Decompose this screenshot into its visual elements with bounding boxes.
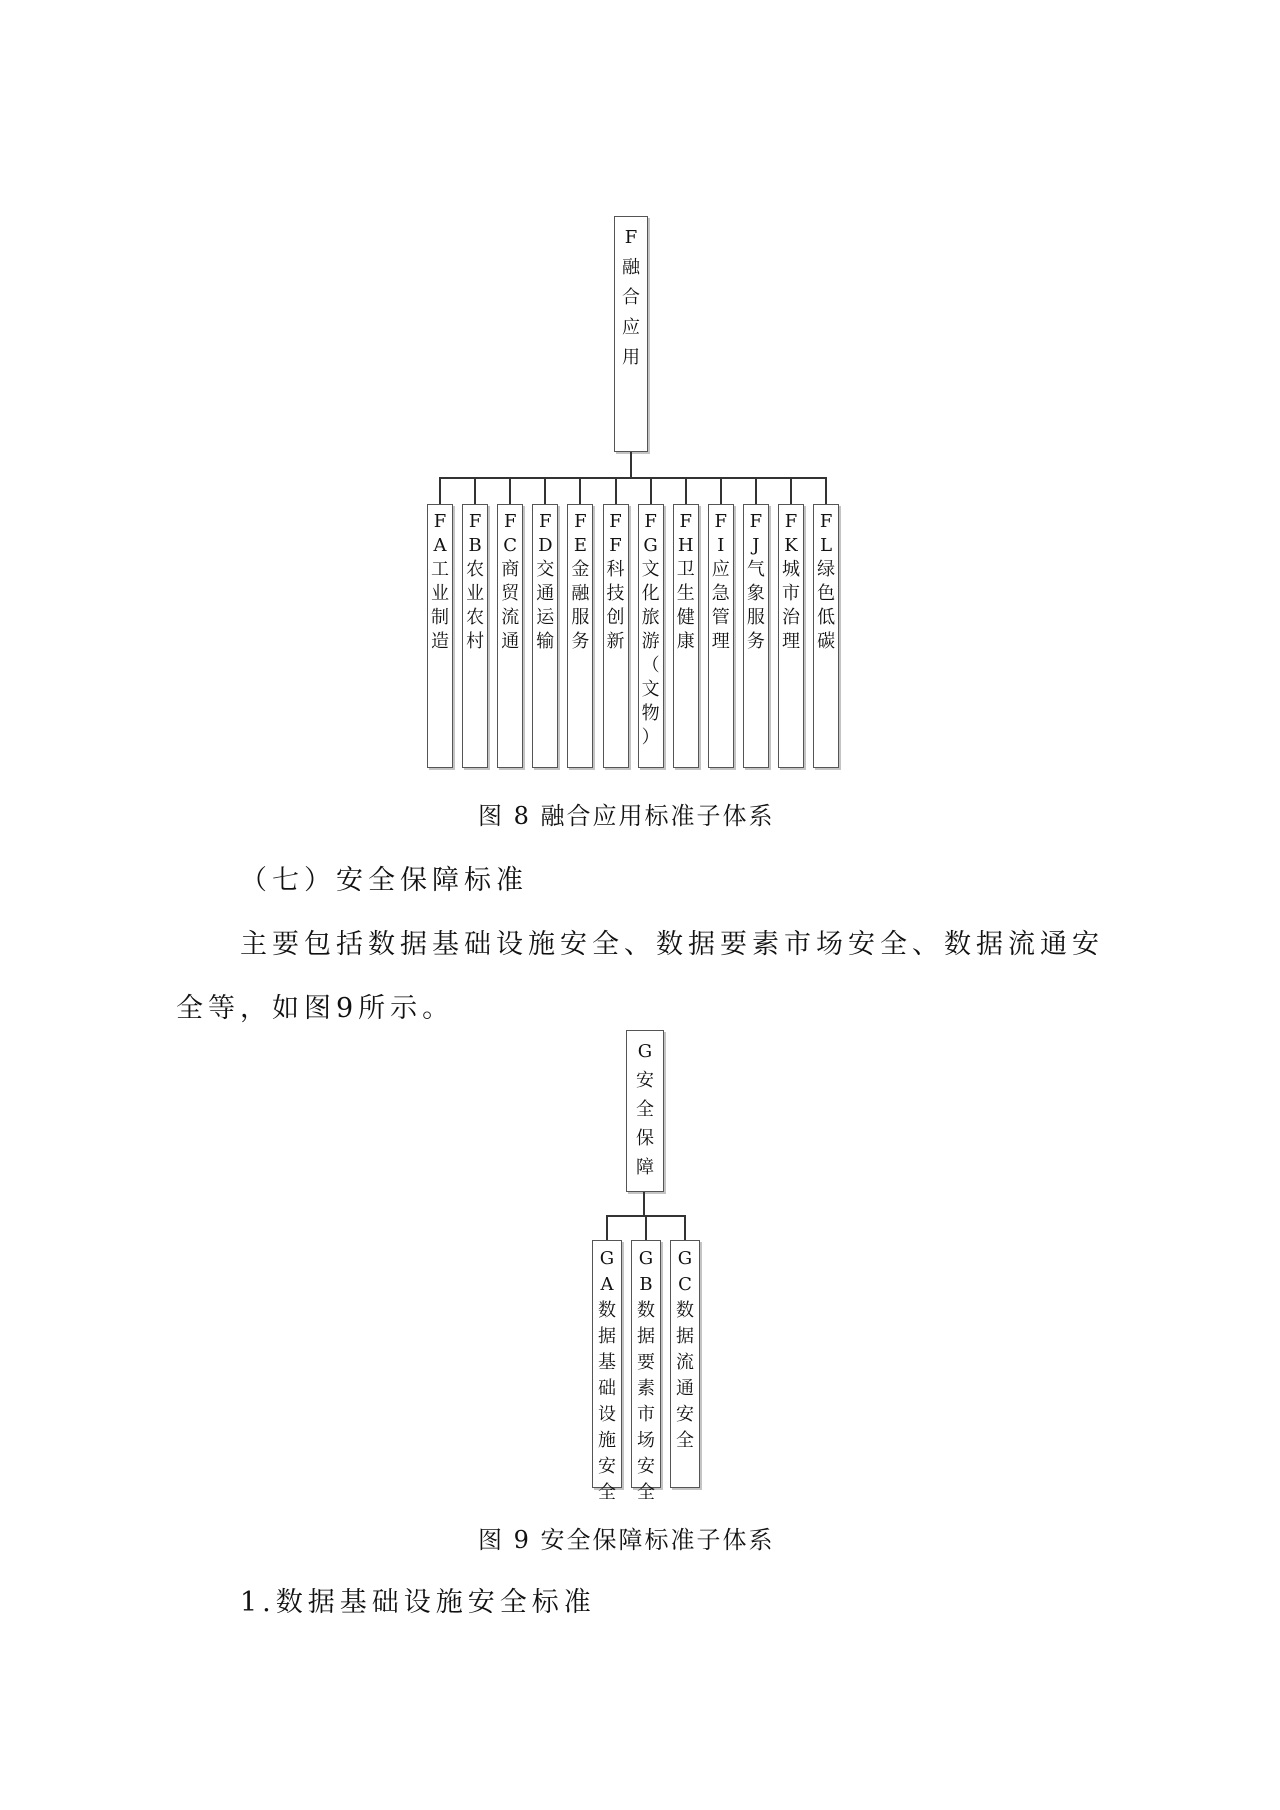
vertical-char: 创 xyxy=(606,607,625,628)
fig8-child-label xyxy=(568,510,592,654)
vertical-char: 交 xyxy=(536,559,555,580)
vertical-char: F xyxy=(503,511,517,532)
vertical-char: 础 xyxy=(598,1378,616,1399)
vertical-char: C xyxy=(678,1274,692,1295)
vertical-char: J xyxy=(752,535,760,556)
vertical-char: 安 xyxy=(636,1070,654,1091)
vertical-char: F xyxy=(574,511,587,532)
fig8-child-label xyxy=(498,510,522,654)
vertical-char: 商 xyxy=(501,559,520,580)
vertical-char: 服 xyxy=(746,607,765,628)
vertical-char: 工 xyxy=(431,559,449,580)
vertical-char: F xyxy=(644,511,657,532)
vertical-char: 通 xyxy=(676,1378,694,1399)
fig9-root-connector xyxy=(643,1192,645,1216)
fig8-child-box xyxy=(813,504,839,768)
fig9-child-connector xyxy=(684,1215,686,1240)
fig8-child-connector xyxy=(615,477,617,504)
fig8-child-connector xyxy=(685,477,687,504)
vertical-char: F xyxy=(714,511,728,532)
vertical-char: 通 xyxy=(536,583,555,604)
vertical-char: 全 xyxy=(598,1482,616,1503)
vertical-char: F xyxy=(749,511,763,532)
vertical-char: 融 xyxy=(571,583,590,604)
fig8-child-label xyxy=(814,510,838,654)
vertical-char: 农 xyxy=(466,607,485,628)
fig9-child-box xyxy=(592,1240,622,1503)
fig8-child-connector xyxy=(720,477,722,504)
fig9-child-box xyxy=(631,1240,661,1503)
vertical-char: 保 xyxy=(636,1128,654,1149)
vertical-char: ） xyxy=(641,727,660,748)
vertical-char: 通 xyxy=(501,631,520,652)
fig9-root-label xyxy=(627,1037,663,1182)
vertical-char: 场 xyxy=(637,1430,655,1451)
vertical-char: L xyxy=(820,535,833,556)
fig8-child-box xyxy=(638,504,664,768)
fig8-child-label xyxy=(533,510,557,654)
fig8-child-label xyxy=(639,510,663,750)
fig8-child-label xyxy=(463,510,487,654)
fig8-child-box xyxy=(497,504,523,768)
fig8-root-connector xyxy=(630,452,632,478)
section-heading: （七）安全保障标准 xyxy=(240,865,528,896)
vertical-char: 碳 xyxy=(817,631,836,652)
fig8-child-box xyxy=(708,504,734,768)
vertical-char: F xyxy=(624,227,638,248)
vertical-char: 理 xyxy=(711,631,730,652)
vertical-char: 基 xyxy=(598,1352,616,1373)
vertical-char: 用 xyxy=(622,347,640,368)
vertical-char: 游 xyxy=(641,631,660,652)
vertical-char: 运 xyxy=(536,607,555,628)
vertical-char: 绿 xyxy=(817,559,836,580)
figure9-caption: 图 9 安全保障标准子体系 xyxy=(478,1526,775,1554)
vertical-char: F xyxy=(539,511,552,532)
fig9-child-connector xyxy=(606,1215,608,1240)
fig8-child-connector xyxy=(650,477,652,504)
vertical-char: 文 xyxy=(641,559,660,580)
vertical-char: 旅 xyxy=(641,607,660,628)
vertical-char: 合 xyxy=(622,287,640,308)
vertical-char: F xyxy=(819,511,833,532)
vertical-char: 管 xyxy=(711,607,730,628)
fig9-child-label xyxy=(632,1246,660,1506)
vertical-char: 市 xyxy=(782,583,800,604)
fig8-child-box xyxy=(603,504,629,768)
vertical-char: 贸 xyxy=(501,583,520,604)
vertical-char: F xyxy=(784,511,798,532)
vertical-char: （ xyxy=(641,655,660,676)
vertical-char: 务 xyxy=(571,631,590,652)
vertical-char: 理 xyxy=(782,631,800,652)
fig8-child-label xyxy=(674,510,698,654)
vertical-char: 数 xyxy=(598,1300,616,1321)
vertical-char: C xyxy=(503,535,518,556)
vertical-char: G xyxy=(643,535,658,556)
vertical-char: D xyxy=(538,535,553,556)
vertical-char: 障 xyxy=(636,1157,654,1178)
vertical-char: 全 xyxy=(636,1099,654,1120)
vertical-char: 要 xyxy=(637,1352,655,1373)
vertical-char: B xyxy=(468,535,482,556)
fig8-child-box xyxy=(532,504,558,768)
vertical-char: 设 xyxy=(598,1404,616,1425)
fig8-child-label xyxy=(709,510,733,654)
fig8-child-connector xyxy=(509,477,511,504)
vertical-char: 应 xyxy=(622,317,640,338)
vertical-char: 流 xyxy=(676,1352,694,1373)
vertical-char: 输 xyxy=(536,631,555,652)
vertical-char: 生 xyxy=(676,583,695,604)
vertical-char: 新 xyxy=(606,631,625,652)
vertical-char: 化 xyxy=(641,583,660,604)
vertical-char: 安 xyxy=(676,1404,694,1425)
fig8-child-box xyxy=(673,504,699,768)
fig9-child-connector xyxy=(645,1215,647,1240)
vertical-char: 务 xyxy=(746,631,765,652)
vertical-char: 施 xyxy=(598,1430,616,1451)
fig8-root-box xyxy=(614,216,648,452)
fig8-child-box xyxy=(567,504,593,768)
fig8-child-label xyxy=(428,510,452,654)
vertical-char: 金 xyxy=(571,559,590,580)
vertical-char: F xyxy=(609,535,622,556)
vertical-char: 农 xyxy=(466,559,485,580)
vertical-char: 数 xyxy=(676,1300,694,1321)
fig8-child-connector xyxy=(579,477,581,504)
vertical-char: 急 xyxy=(711,583,730,604)
vertical-char: B xyxy=(639,1274,653,1295)
fig8-horizontal-bus xyxy=(440,477,826,479)
vertical-char: 科 xyxy=(606,559,625,580)
subsection-heading: 1.数据基础设施安全标准 xyxy=(240,1587,596,1618)
vertical-char: 据 xyxy=(598,1326,616,1347)
vertical-char: 技 xyxy=(606,583,625,604)
vertical-char: 村 xyxy=(466,631,485,652)
vertical-char: H xyxy=(677,535,694,556)
vertical-char: 象 xyxy=(746,583,765,604)
fig8-child-label xyxy=(779,510,803,654)
paragraph-line-1: 主要包括数据基础设施安全、数据要素市场安全、数据流通安 xyxy=(240,929,1104,960)
fig8-child-connector xyxy=(825,477,827,504)
vertical-char: E xyxy=(573,535,587,556)
fig8-child-box xyxy=(743,504,769,768)
fig9-child-label xyxy=(593,1246,621,1506)
vertical-char: A xyxy=(433,535,447,556)
vertical-char: K xyxy=(784,535,798,556)
fig8-child-connector xyxy=(755,477,757,504)
vertical-char: 据 xyxy=(676,1326,694,1347)
vertical-char: 物 xyxy=(641,703,660,724)
vertical-char: 素 xyxy=(637,1378,655,1399)
fig8-child-label xyxy=(744,510,768,654)
vertical-char: 卫 xyxy=(676,559,695,580)
vertical-char: I xyxy=(717,535,725,556)
fig8-child-connector xyxy=(790,477,792,504)
vertical-char: F xyxy=(609,511,622,532)
figure8-caption: 图 8 融合应用标准子体系 xyxy=(478,802,775,830)
vertical-char: G xyxy=(599,1248,615,1269)
fig8-child-box xyxy=(462,504,488,768)
fig8-child-connector xyxy=(439,477,441,504)
vertical-char: 安 xyxy=(598,1456,616,1477)
vertical-char: 流 xyxy=(501,607,520,628)
fig8-root-label xyxy=(615,223,647,373)
vertical-char: 低 xyxy=(817,607,836,628)
vertical-char: 融 xyxy=(622,257,640,278)
fig8-child-box xyxy=(778,504,804,768)
vertical-char: 健 xyxy=(676,607,695,628)
vertical-char: 全 xyxy=(676,1430,694,1451)
vertical-char: 数 xyxy=(637,1300,655,1321)
vertical-char: F xyxy=(679,511,692,532)
fig9-child-box xyxy=(670,1240,700,1488)
vertical-char: 治 xyxy=(782,607,800,628)
vertical-char: 市 xyxy=(637,1404,655,1425)
vertical-char: 全 xyxy=(637,1482,655,1503)
vertical-char: 安 xyxy=(637,1456,655,1477)
vertical-char: 气 xyxy=(746,559,765,580)
vertical-char: 城 xyxy=(782,559,800,580)
vertical-char: 制 xyxy=(431,607,449,628)
vertical-char: 康 xyxy=(676,631,695,652)
fig8-child-box xyxy=(427,504,453,768)
vertical-char: 业 xyxy=(466,583,485,604)
fig8-child-connector xyxy=(544,477,546,504)
vertical-char: A xyxy=(600,1274,614,1295)
vertical-char: 据 xyxy=(637,1326,655,1347)
vertical-char: 造 xyxy=(431,631,449,652)
vertical-char: 服 xyxy=(571,607,590,628)
vertical-char: G xyxy=(638,1248,654,1269)
fig8-child-connector xyxy=(474,477,476,504)
vertical-char: 业 xyxy=(431,583,449,604)
vertical-char: G xyxy=(677,1248,693,1269)
paragraph-line-2: 全等，如图9所示。 xyxy=(176,993,455,1024)
fig8-child-label xyxy=(604,510,628,654)
vertical-char: 文 xyxy=(641,679,660,700)
fig9-child-label xyxy=(671,1246,699,1454)
vertical-char: 色 xyxy=(817,583,836,604)
vertical-char: F xyxy=(468,511,482,532)
vertical-char: 应 xyxy=(711,559,730,580)
fig9-root-box xyxy=(626,1030,664,1192)
vertical-char: F xyxy=(433,511,447,532)
vertical-char: G xyxy=(637,1041,653,1062)
